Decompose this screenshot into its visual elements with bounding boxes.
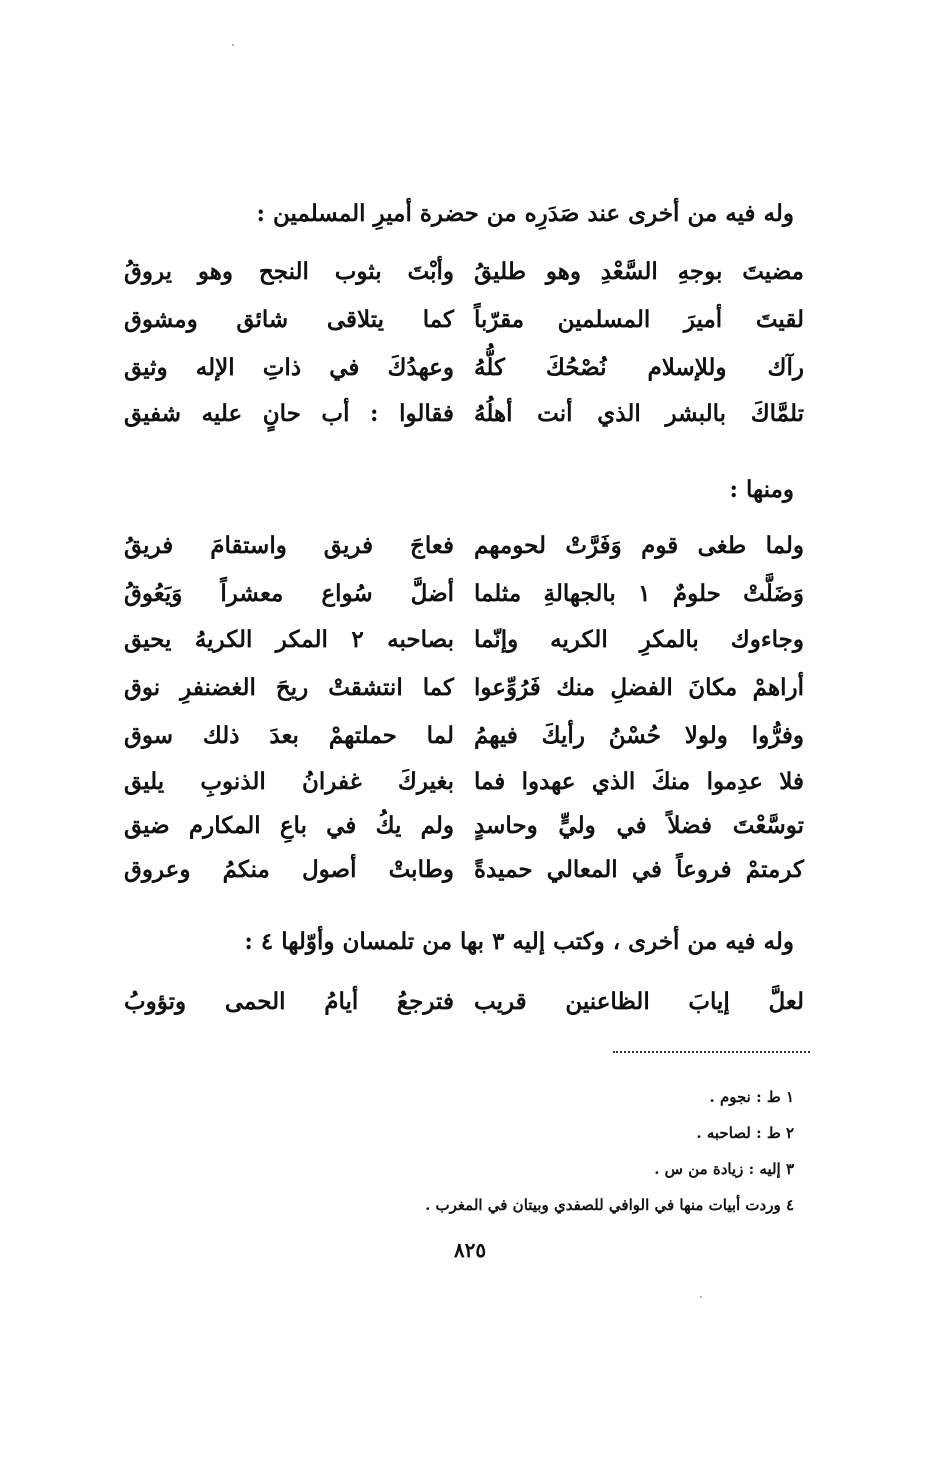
second-hemistich: فقالوا : أب حانٍ عليه شفيق	[124, 400, 454, 427]
second-hemistich: وطابتْ أصول منكمُ وعروق	[124, 856, 454, 883]
verse-line	[124, 306, 804, 346]
verse-line	[124, 400, 804, 440]
first-hemistich: كرمتمْ فروعاً في المعالي حميدةً	[474, 856, 804, 883]
verse-line	[124, 258, 804, 298]
first-hemistich: مضيتَ بوجهِ السَّعْدِ وهو طليقُ	[474, 258, 804, 285]
first-hemistich: رآك وللإسلام نُصْحُكَ كلُّهُ	[474, 354, 804, 381]
section-heading-3: وله فيه من أخرى ، وكتب إليه ٣ بها من تلمسان وأوّلها ٤ :	[244, 928, 794, 955]
footnote-separator	[613, 1051, 810, 1053]
second-hemistich: لما حملتهمْ بعدَ ذلك سوق	[124, 722, 454, 749]
verse-line	[124, 856, 804, 896]
verse-line	[124, 354, 804, 394]
verse-line	[124, 674, 804, 714]
scan-speck	[700, 1296, 702, 1298]
verse-line	[124, 988, 804, 1028]
verse-line	[124, 626, 804, 666]
verse-line	[124, 580, 804, 620]
first-hemistich: توسَّعْتَ فضلاً في وليٍّ وحاسدٍ	[474, 812, 804, 839]
section-heading-2: ومنها :	[729, 476, 794, 503]
second-hemistich: كما يتلاقى شائق ومشوق	[124, 306, 454, 333]
second-hemistich: فعاجَ فريق واستقامَ فريقُ	[124, 532, 454, 559]
footnote: ٣ إليه : زيادة من س .	[654, 1160, 794, 1178]
footnote: ٢ ط : لصاحبه .	[696, 1124, 794, 1142]
second-hemistich: أضلَّ سُواع معشراً وَيَعُوقُ	[124, 580, 454, 607]
scan-speck	[232, 44, 234, 46]
first-hemistich: وَضَلَّتْ حلومٌ ١ بالجهالةِ مثلما	[474, 580, 804, 607]
page-number: ٨٢٥	[453, 1238, 487, 1262]
footnote: ١ ط : نجوم .	[709, 1088, 794, 1106]
second-hemistich: وأبْتَ بثوب النجح وهو يروقُ	[124, 258, 454, 285]
section-heading-1: وله فيه من أخرى عند صَدَرِه من حضرة أميرِ المسلمين :	[256, 200, 794, 227]
first-hemistich: وجاءوك بالمكرِ الكريه وإنّما	[474, 626, 804, 653]
second-hemistich: كما انتشقتْ ريحَ الغضنفرِ نوق	[124, 674, 454, 701]
verse-line	[124, 768, 804, 808]
verse-line	[124, 812, 804, 852]
first-hemistich: لقيتَ أميرَ المسلمين مقرّباً	[474, 306, 804, 333]
first-hemistich: ولما طغى قوم وَفَرَّتْ لحومهم	[474, 532, 804, 559]
first-hemistich: فلا عدِموا منكَ الذي عهدوا فما	[474, 768, 804, 795]
second-hemistich: فترجعُ أيامُ الحمى وتؤوبُ	[124, 988, 454, 1015]
second-hemistich: بصاحبه ٢ المكر الكريهُ يحيق	[124, 626, 454, 653]
second-hemistich: بغيركَ غفرانُ الذنوبِ يليق	[124, 768, 454, 795]
first-hemistich: وفرُّوا ولولا حُسْنُ رأيكَ فيهمُ	[474, 722, 804, 749]
first-hemistich: تلمَّاكَ بالبشر الذي أنت أهلُهُ	[474, 400, 804, 427]
footnote: ٤ وردت أبيات منها في الوافي للصفدي وبيتان في المغرب .	[425, 1196, 794, 1214]
second-hemistich: ولم يكُ في باعِ المكارم ضيق	[124, 812, 454, 839]
first-hemistich: لعلَّ إيابَ الظاعنين قريب	[474, 988, 804, 1015]
first-hemistich: أراهمْ مكانَ الفضلِ منك فَرُوِّعوا	[474, 674, 804, 701]
verse-line	[124, 532, 804, 572]
second-hemistich: وعهدُكَ في ذاتِ الإله وثيق	[124, 354, 454, 381]
verse-line	[124, 722, 804, 762]
